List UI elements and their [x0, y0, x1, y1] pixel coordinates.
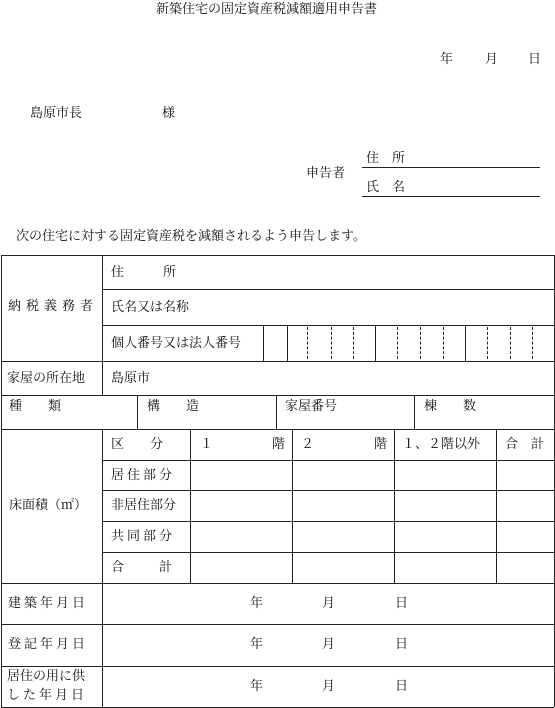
applicant-address-line[interactable] [362, 167, 540, 168]
registered-date-label: 登記年月日 [8, 637, 89, 652]
total-header: 合 計 [505, 437, 545, 452]
floor2-suffix: 階 [374, 437, 388, 452]
taxpayer-label: 納税義務者 [8, 299, 99, 314]
taxpayer-name-label: 氏名又は名称 [111, 300, 190, 315]
taxpayer-address-label: 住 所 [111, 265, 177, 280]
residence-day: 日 [395, 679, 409, 694]
honorific: 様 [162, 106, 176, 121]
applicant-label: 申告者 [306, 166, 346, 181]
taxpayer-number-field[interactable] [265, 327, 552, 359]
built-month: 月 [322, 596, 336, 611]
built-date-label: 建築年月日 [8, 596, 89, 611]
registered-year: 年 [250, 637, 264, 652]
house-number-label: 家屋番号 [285, 399, 338, 414]
date-month-label: 月 [485, 52, 499, 67]
buildings-label: 棟 数 [424, 399, 477, 414]
location-label: 家屋の所在地 [7, 371, 86, 386]
floor1-header: １ [200, 437, 214, 452]
floor-row-nonresidential: 非居住部分 [111, 498, 177, 513]
residence-date-label-1: 居住の用に供 [7, 669, 86, 684]
location-value: 島原市 [111, 371, 151, 386]
structure-label: 構 造 [147, 399, 200, 414]
floor-row-shared: 共同部分 [111, 529, 176, 544]
registered-month: 月 [322, 637, 336, 652]
mayor-addressee: 島原市長 [30, 106, 83, 121]
division-header: 区 分 [111, 437, 164, 452]
kind-label: 種 類 [9, 399, 62, 414]
residence-year: 年 [250, 679, 264, 694]
residence-date-label-2: した年月日 [7, 688, 88, 703]
date-day-label: 日 [528, 52, 542, 67]
registered-day: 日 [395, 637, 409, 652]
applicant-address-label: 住 所 [366, 151, 406, 166]
residence-month: 月 [322, 679, 336, 694]
taxpayer-name-field[interactable] [200, 292, 550, 322]
form-title: 新築住宅の固定資産税減額適用申告書 [156, 2, 378, 17]
floor2-header: ２ [301, 437, 315, 452]
built-year: 年 [250, 596, 264, 611]
date-year-label: 年 [440, 52, 454, 67]
applicant-name-line[interactable] [362, 196, 540, 197]
built-day: 日 [395, 596, 409, 611]
floor-area-label: 床面積（㎡） [9, 498, 88, 513]
taxpayer-address-field[interactable] [200, 258, 550, 286]
statement-text: 次の住宅に対する固定資産税を減額されるよう申告します。 [16, 229, 366, 244]
floor1-suffix: 階 [272, 437, 286, 452]
floor-row-residential: 居住部分 [111, 468, 176, 483]
other-floors-header: １、２階以外 [402, 437, 481, 452]
taxpayer-number-label: 個人番号又は法人番号 [111, 336, 242, 351]
floor-row-total: 合 計 [111, 560, 176, 575]
applicant-name-label: 氏 名 [366, 180, 406, 195]
